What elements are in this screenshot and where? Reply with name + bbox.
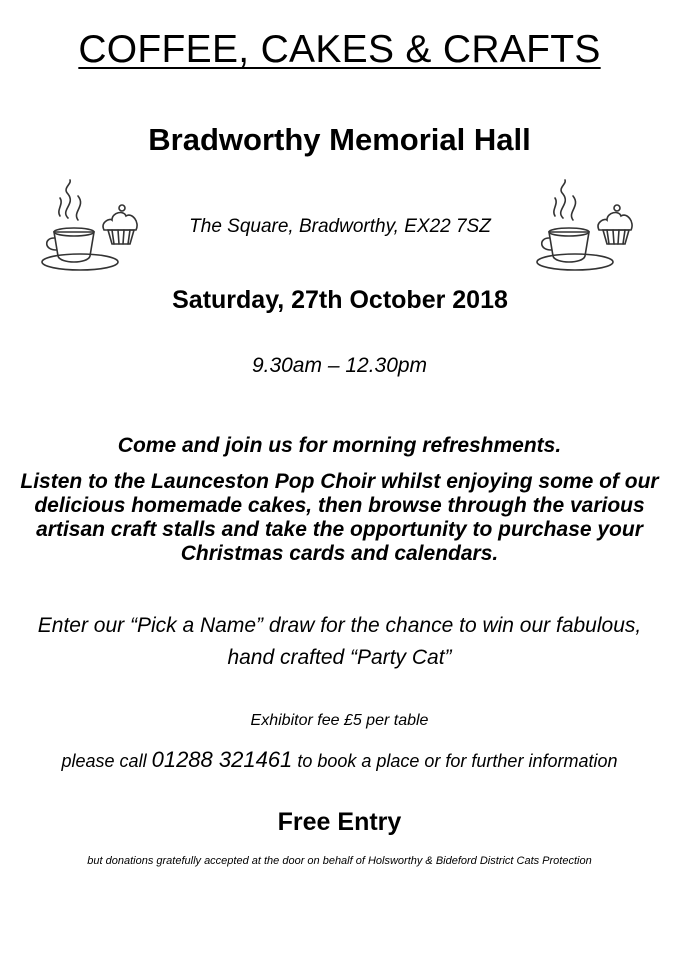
event-date: Saturday, 27th October 2018 xyxy=(172,286,508,314)
coffee-cup-cupcake-icon xyxy=(535,178,635,278)
flyer-title: COFFEE, CAKES & CRAFTS xyxy=(78,28,601,71)
entry-info: Free Entry xyxy=(277,808,402,836)
booking-line xyxy=(0,747,679,773)
call-prefix: please call xyxy=(61,751,147,771)
event-description: Listen to the Launceston Pop Choir whilst enjoying some of our delicious homemade cakes, then browse through the various artisan craft stalls and take the opportunity to purchase your Christmas cards and calendars. xyxy=(20,470,659,565)
venue-address: The Square, Bradworthy, EX22 7SZ xyxy=(189,216,491,237)
donations-note: but donations gratefully accepted at the door on behalf of Holsworthy & Bideford District Cats Protection xyxy=(87,855,592,867)
invite-line: Come and join us for morning refreshments. xyxy=(117,434,562,457)
coffee-cup-cupcake-icon xyxy=(40,178,140,278)
exhibitor-fee: Exhibitor fee £5 per table xyxy=(250,712,429,729)
phone-number: 01288 321461 xyxy=(151,747,293,772)
call-suffix: to book a place or for further information xyxy=(297,751,618,771)
prize-draw-text: Enter our “Pick a Name” draw for the chance to win our fabulous, hand crafted “Party Cat” xyxy=(37,614,642,669)
venue-name: Bradworthy Memorial Hall xyxy=(148,122,531,157)
event-time: 9.30am – 12.30pm xyxy=(251,354,428,377)
